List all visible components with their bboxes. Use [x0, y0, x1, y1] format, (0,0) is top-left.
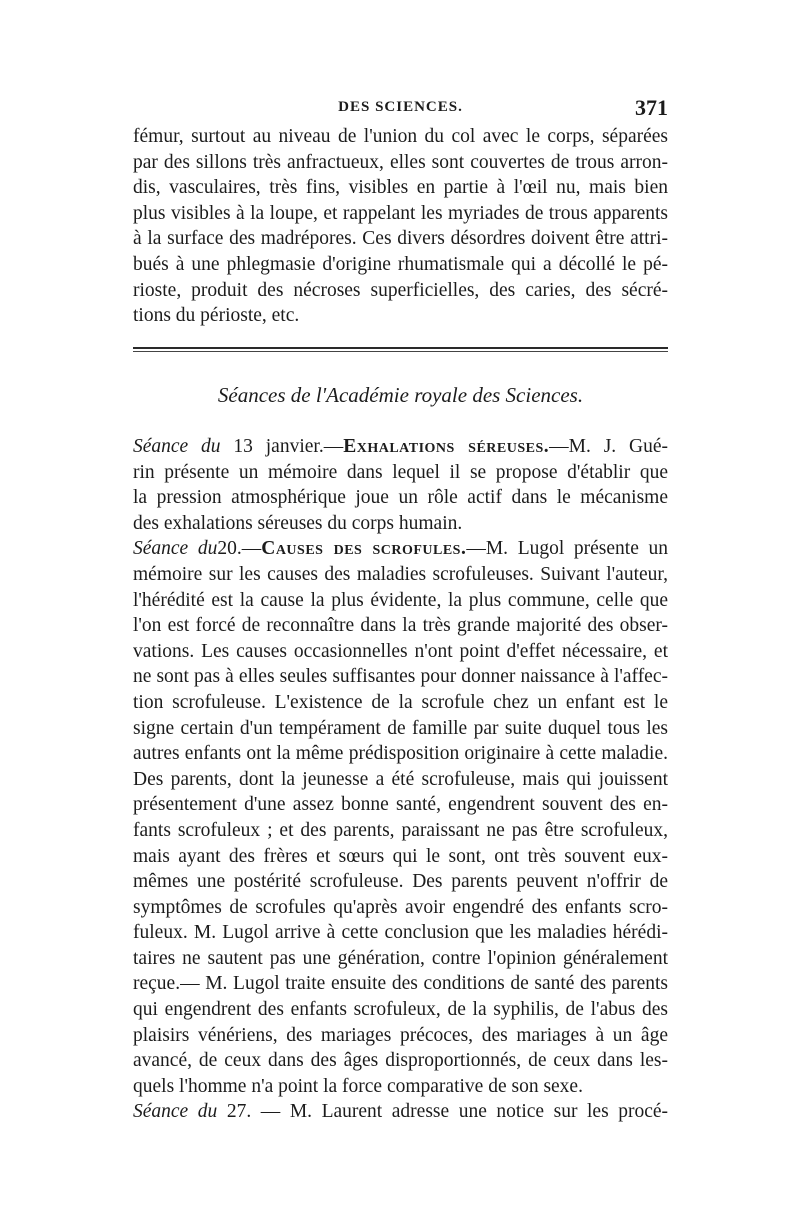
- session-heading-line: [133, 536, 668, 562]
- text-line: vations. Les causes occasionnelles n'ont point d'effet nécessaire, et: [133, 640, 668, 662]
- session-dash: —: [241, 538, 262, 560]
- session-lead-text: —M. J. Gué-: [549, 436, 668, 457]
- session-label: Séance du: [133, 1101, 218, 1123]
- text-line: tions du périoste, etc.: [133, 305, 300, 327]
- session-heading-line: [133, 1099, 668, 1125]
- text-line: rin présente un mémoire dans lequel il se propose d'établir que: [133, 461, 668, 483]
- session-lead-text: — M. Laurent adresse une notice sur les procé-: [251, 1101, 669, 1123]
- text-line: mais ayant des frères et sœurs qui le sont, ont très souvent eux-: [133, 845, 668, 867]
- text-line: l'on est forcé de reconnaître dans la très grande majorité des obser-: [133, 615, 668, 637]
- divider-bar-thick: [133, 347, 668, 349]
- text-line: tion scrofuleuse. L'existence de la scrofule chez un enfant est le: [133, 691, 668, 713]
- text-line: fémur, surtout au niveau de l'union du col avec le corps, séparées: [133, 126, 668, 147]
- divider-bar-thin: [133, 351, 668, 352]
- text-line: quels l'homme n'a point la force comparative de son sexe.: [133, 1075, 583, 1097]
- intro-paragraph: [133, 124, 668, 329]
- text-line: rioste, produit des nécroses superficielles, des caries, des sécré-: [133, 279, 668, 301]
- text-line: des exhalations séreuses du corps humain.: [133, 512, 463, 534]
- text-line: reçue.— M. Lugol traite ensuite des conditions de santé des parents: [133, 973, 668, 995]
- running-title: DES SCIENCES.: [338, 99, 463, 115]
- session-label: Séance du: [133, 538, 218, 560]
- text-line: avancé, de ceux dans des âges disproportionnés, de ceux dans les-: [133, 1050, 668, 1072]
- session-heading-line: [133, 434, 668, 460]
- text-line: ne sont pas à elles seules suffisantes pour donner naissance à l'affec-: [133, 666, 668, 688]
- sessions-body: [133, 434, 668, 1125]
- session-lead-text: —M. Lugol présente un: [466, 538, 668, 560]
- text-line: fuleux. M. Lugol arrive à cette conclusion que les maladies hérédi-: [133, 922, 668, 944]
- session-date: 20.: [217, 538, 242, 560]
- text-line: à la surface des madrépores. Ces divers désordres doivent être attri-: [133, 228, 668, 250]
- text-line: autres enfants ont la même prédisposition originaire à cette maladie.: [133, 743, 668, 765]
- text-line: Des parents, dont la jeunesse a été scrofuleuse, mais qui jouissent: [133, 768, 668, 790]
- text-line: mêmes une postérité scrofuleuse. Des parents peuvent n'offrir de: [133, 871, 668, 893]
- page-number: 371: [635, 95, 668, 120]
- text-line: mémoire sur les causes des maladies scrofuleuses. Suivant l'auteur,: [133, 563, 668, 585]
- text-line: fants scrofuleux ; et des parents, paraissant ne pas être scrofuleux,: [133, 819, 668, 841]
- section-title: Séances de l'Académie royale des Sciences.: [217, 383, 584, 407]
- text-line: plaisirs vénériens, des mariages précoces, des mariages à un âge: [133, 1024, 668, 1046]
- running-head: [133, 95, 668, 121]
- session-topic: Exhalations séreuses.: [343, 436, 550, 457]
- text-line: taires ne sautent pas une génération, contre l'opinion généralement: [133, 947, 668, 969]
- session-label: Séance du: [133, 436, 221, 457]
- text-line: bués à une phlegmasie d'origine rhumatismale qui a décollé le pé-: [133, 253, 668, 275]
- text-line: qui engendrent des enfants scrofuleux, de la syphilis, de l'abus des: [133, 999, 668, 1021]
- session-dash: —: [323, 436, 344, 457]
- text-line: la pression atmosphérique joue un rôle actif dans le mécanisme: [133, 487, 668, 509]
- session-date: 27.: [226, 1101, 252, 1123]
- text-line: dis, vasculaires, très fins, visibles en partie à l'œil nu, mais bien: [133, 177, 668, 199]
- section-divider-rule: [133, 347, 668, 355]
- text-line: symptômes de scrofules qu'après avoir engendré des enfants scro-: [133, 896, 668, 918]
- session-date: 13 janvier.: [233, 436, 324, 457]
- text-line: plus visibles à la loupe, et rappelant les myriades de trous apparents: [133, 202, 668, 224]
- text-line: signe certain d'un tempérament de famille par suite duquel tous les: [133, 717, 668, 739]
- text-line: présentement d'une assez bonne santé, engendrent souvent des en-: [133, 794, 668, 816]
- session-topic: Causes des scrofules.: [261, 538, 467, 560]
- text-line: par des sillons très anfractueux, elles sont couvertes de trous arron-: [133, 151, 668, 173]
- text-line: l'hérédité est la cause la plus évidente, la plus commune, celle que: [133, 589, 668, 611]
